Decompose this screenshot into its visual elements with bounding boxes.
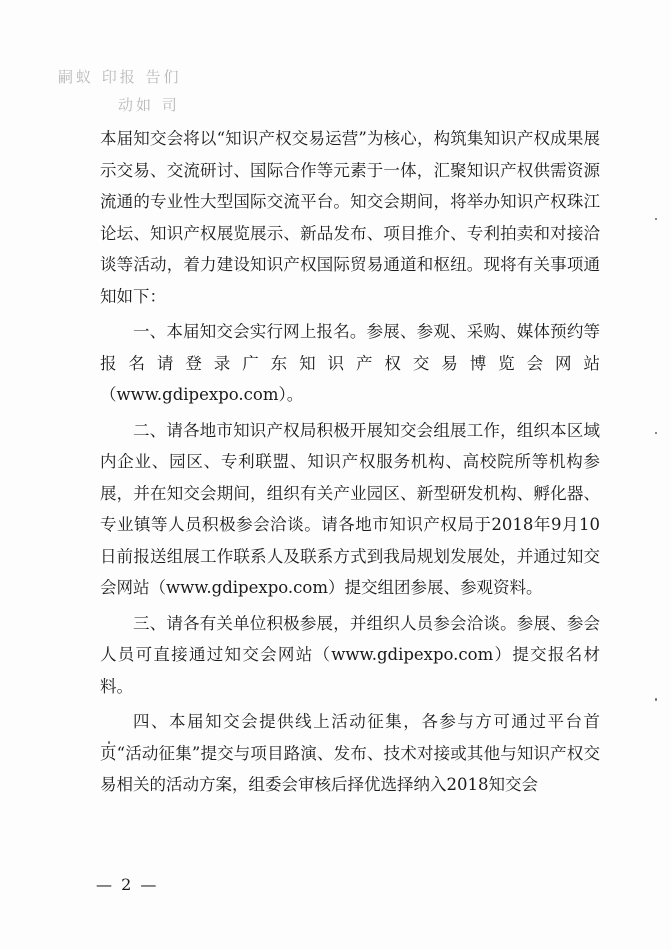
page-number: — 2 — bbox=[96, 875, 159, 894]
intro-paragraph: 本届知交会将以“知识产权交易运营”为核心，构筑集知识产权成果展示交易、交流研讨、国际合作等元素于一体，汇聚知识产权供需资源流通的专业性大型国际交流平台。知交会期间，将举办知识产权珠江论坛、知识产权展览展示、新品发布、项目推介、专利拍卖和对接洽谈等活动，着力建设知识产权国际贸易通道和枢纽。现将有关事项通知如下： bbox=[100, 129, 600, 306]
scan-speck bbox=[108, 741, 110, 744]
item-1-online-registration: 一、本届知交会实行网上报名。参展、参观、采购、媒体预约等报名请登录广东知识产权交易博览会网站（www.gdipexpo.com）。 bbox=[100, 322, 600, 404]
scan-speck bbox=[655, 218, 657, 220]
scan-speck bbox=[655, 432, 657, 434]
faded-stamp-text: 嗣蚁 印报 告们 bbox=[58, 68, 182, 86]
scan-speck bbox=[655, 698, 657, 701]
document-body bbox=[100, 123, 600, 801]
faded-stamp-text: 动如 司 bbox=[118, 96, 180, 114]
item-4-activity-collection: 四、本届知交会提供线上活动征集，各参与方可通过平台首页“活动征集”提交与项目路演、发布、技术对接或其他与知识产权交易相关的活动方案，组委会审核后择优选择纳入2018知交会 bbox=[100, 712, 600, 794]
item-3-units-participation: 三、请各有关单位积极参展，并组织人员参会洽谈。参展、参会人员可直接通过知交会网站（www.gdipexpo.com）提交报名材料。 bbox=[100, 613, 600, 696]
item-2-city-organization: 二、请各地市知识产权局积极开展知交会组展工作，组织本区域内企业、园区、专利联盟、知识产权服务机构、高校院所等机构参展，并在知交会期间，组织有关产业园区、新型研发机构、孵化器、专业镇等人员积极参会洽谈。请各地市知识产权局于2018年9月10日前报送组展工作联系人及联系方式到我局规划发展处，并通过知交会网站（www.gdipexpo.com）提交组团参展、参观资料。 bbox=[100, 420, 600, 597]
